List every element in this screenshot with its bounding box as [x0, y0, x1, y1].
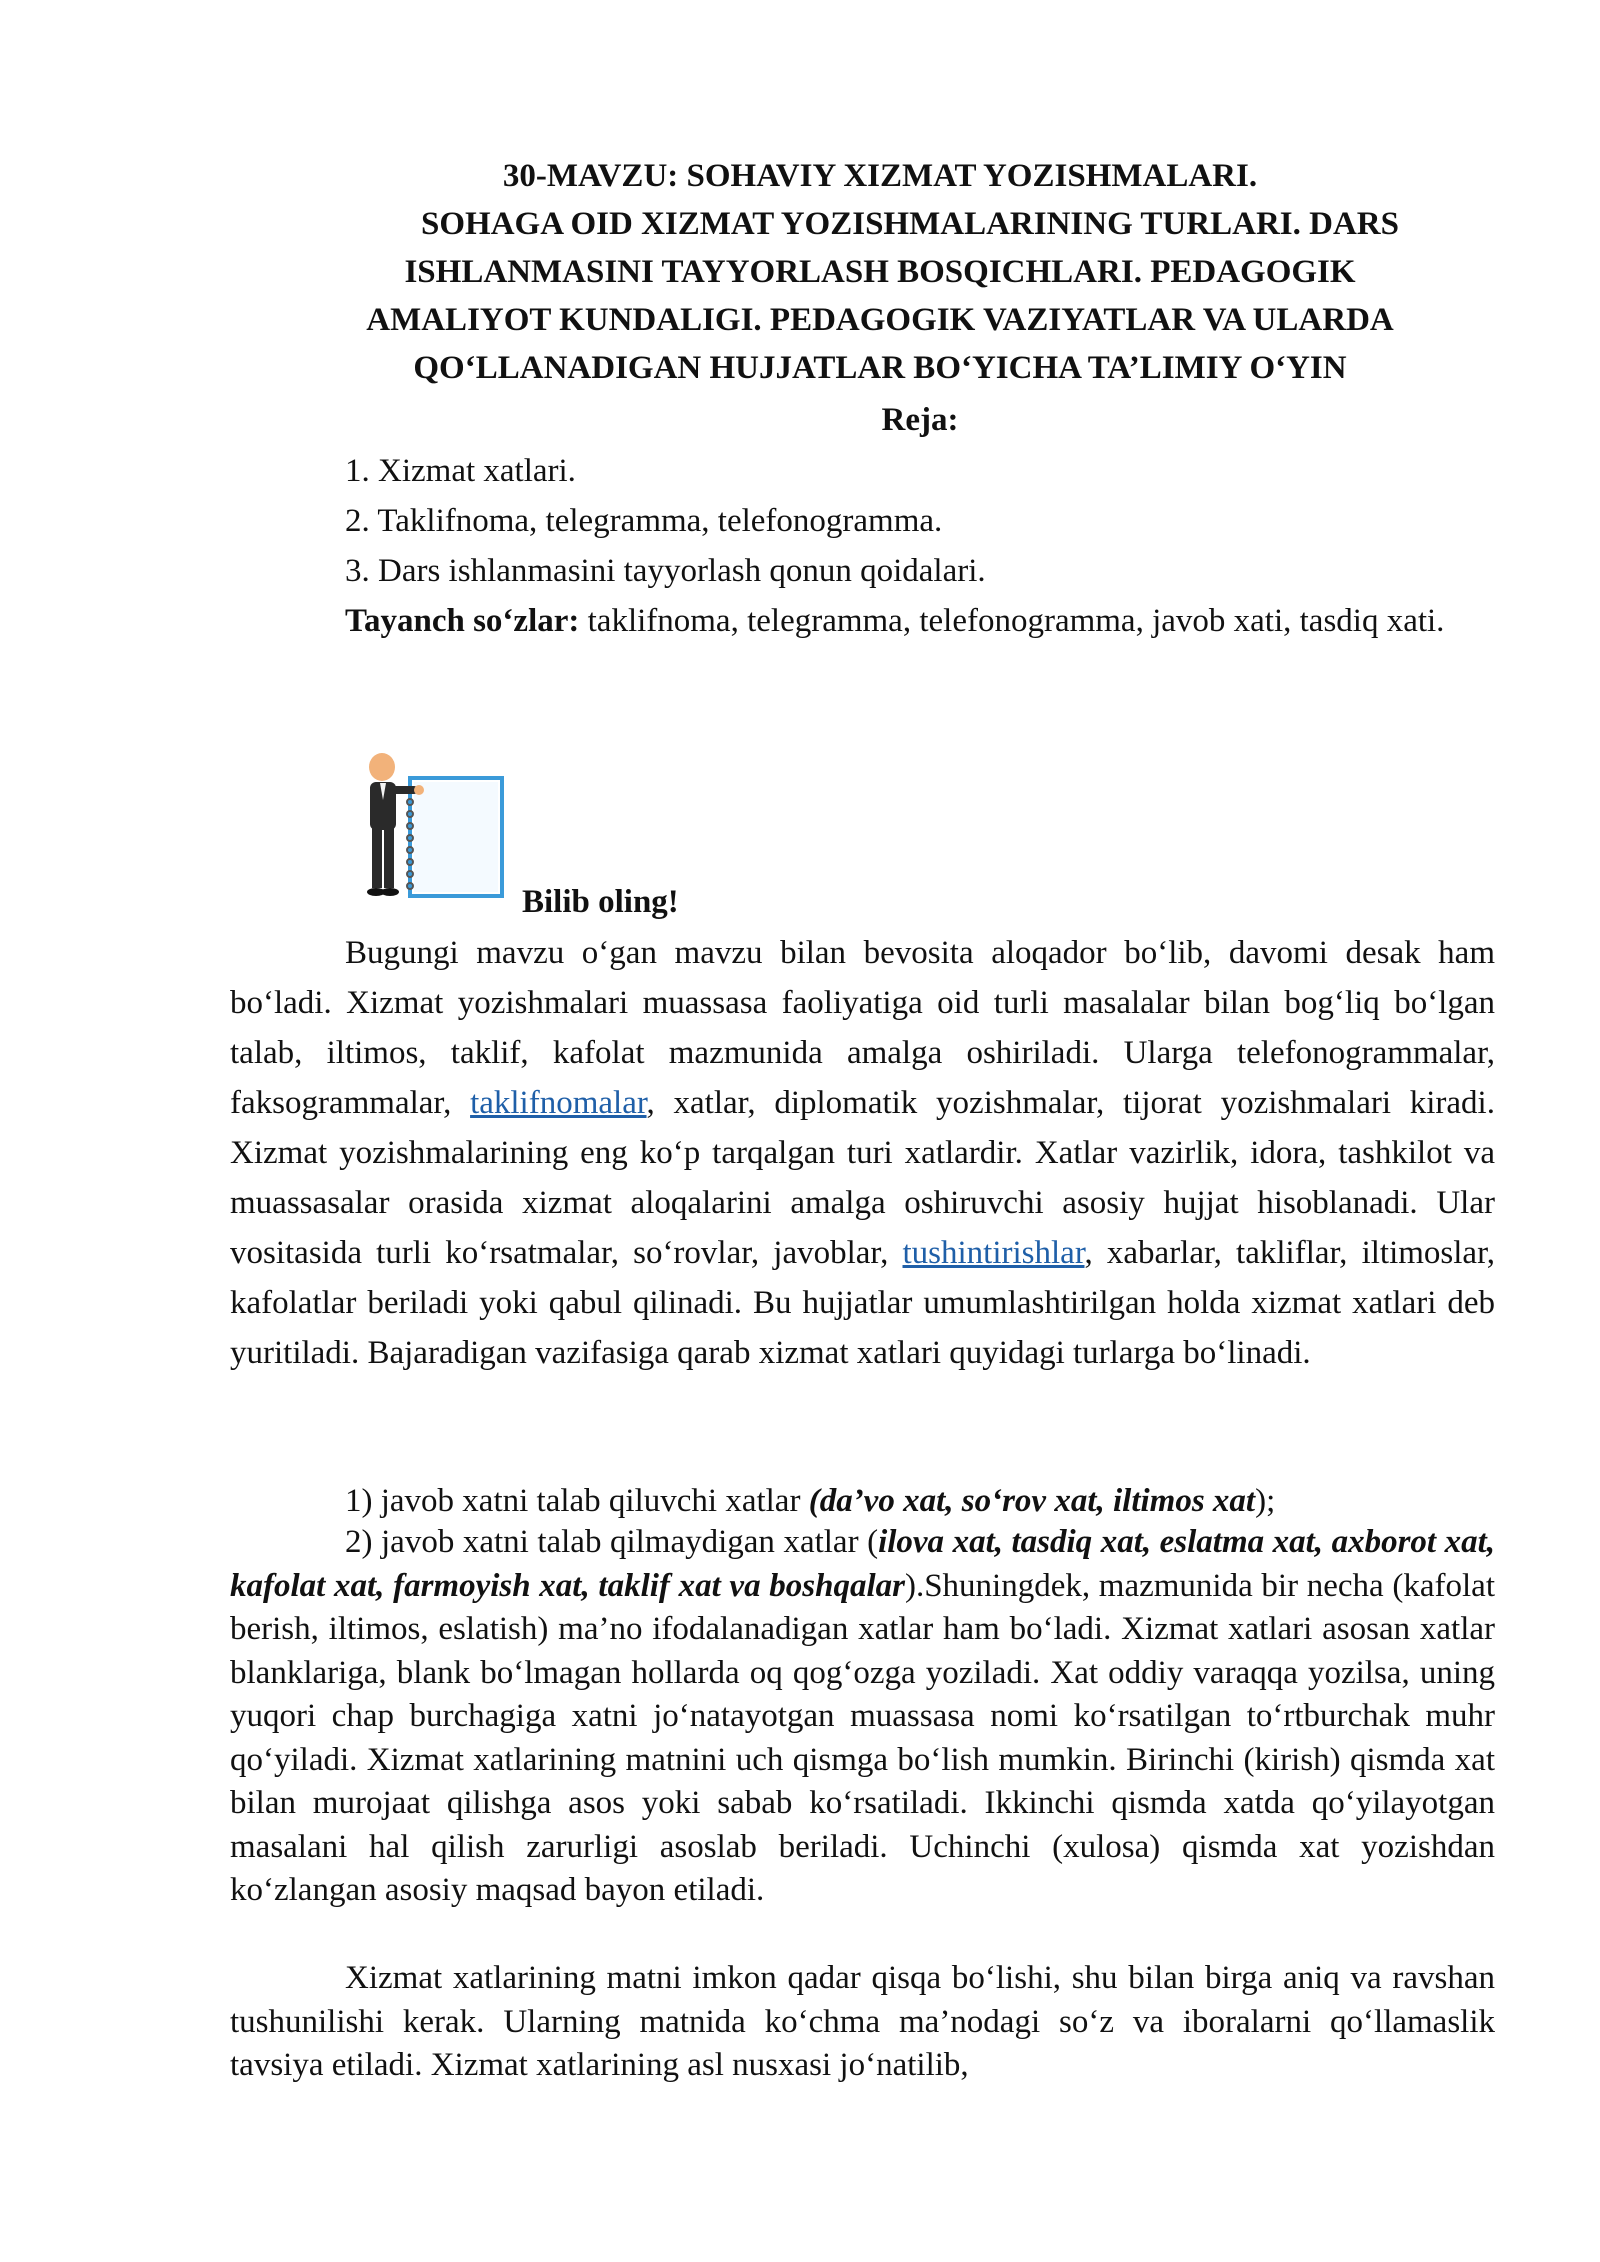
list-item-text: ).Shuningdek, mazmunida bir necha (kafolat berish, iltimos, eslatish) ma’no ifodalanadigan xatlar ham bo‘ladi. Xizmat xatlari asosan xatlar blanklariga, blank bo‘lmagan hollarda oq qog‘ozga yoziladi. Xat oddiy varaqqa yozilsa, uning yuqori chap burchagiga xatni jo‘natayotgan muassasa nomi ko‘rsatilgan to‘rtburchak muhr qo‘yiladi. Xizmat xatlarining matnini uch qismga bo‘lish mumkin. Birinchi (kirish) qismda xat bilan murojaat qilishga asos yoki sabab ko‘rsatiladi. Ikkinchi qismda xatda qo‘yilayotgan masalani hal qilish zarurligi asoslab beriladi. Uchinchi (xulosa) qismda xat yozishdan ko‘zlangan asosiy maqsad bayon etiladi.	[230, 1567, 1495, 1908]
list-item-text: 1) javob xatni talab qiluvchi xatlar	[345, 1483, 809, 1519]
body-paragraph-1	[230, 928, 1495, 1378]
plan-heading: Reja:	[881, 402, 959, 438]
plan-item: 1. Xizmat xatlari.	[345, 453, 576, 489]
list-item-2	[230, 1521, 1495, 1913]
title-line-5: QO‘LLANADIGAN HUJJATLAR BO‘YICHA TA’LIMIY O‘YIN	[413, 350, 1347, 386]
title-line-2: SOHAGA OID XIZMAT YOZISHMALARINING TURLARI. DARS	[421, 206, 1399, 242]
tushintirishlar-link[interactable]: tushintirishlar	[902, 1235, 1085, 1271]
list-item-emphasis: (da’vo xat, so‘rov xat, iltimos xat	[808, 1483, 1256, 1519]
taklifnomalar-link[interactable]: taklifnomalar	[470, 1085, 647, 1121]
plan-list	[345, 446, 986, 596]
page-title	[230, 152, 1530, 392]
keywords-paragraph	[230, 596, 1495, 646]
title-line-3: ISHLANMASINI TAYYORLASH BOSQICHLARI. PEDAGOGIK	[404, 254, 1356, 290]
paragraph-text: , xabarlar, takliflar, iltimoslar, kafolatlar beriladi yoki qabul qilinadi. Bu hujjatlar umumlashtirilgan holda xizmat xatlari deb yuritiladi. Bajaradigan vazifasiga qarab xizmat xatlari quyidagi turlarga bo‘linadi.	[230, 1235, 1495, 1371]
presenter-with-notebook-icon	[352, 752, 522, 912]
title-line-1: 30-MAVZU: SOHAVIY XIZMAT YOZISHMALARI.	[502, 158, 1258, 194]
plan-item: 3. Dars ishlanmasini tayyorlash qonun qoidalari.	[345, 553, 986, 589]
title-line-4: AMALIYOT KUNDALIGI. PEDAGOGIK VAZIYATLAR VA ULARDA	[366, 302, 1394, 338]
keywords-text: taklifnoma, telegramma, telefonogramma, javob xati, tasdiq xati.	[579, 603, 1445, 639]
paragraph-text: , xatlar, diplomatik yozishmalar, tijorat yozishmalari kiradi. Xizmat yozishmalarining eng ko‘p tarqalgan turi xatlardir. Xatlar vazirlik, idora, tashkilot va muassasalar orasida xizmat aloqalarini amalga oshiruvchi asosiy hujjat hisoblanadi. Ular vositasida turli ko‘rsatmalar, so‘rovlar, javoblar,	[230, 1085, 1495, 1271]
keywords-label: Tayanch so‘zlar:	[345, 603, 580, 639]
list-item-1	[230, 1476, 1495, 1526]
paragraph-text: Bugungi mavzu o‘gan mavzu bilan bevosita aloqador bo‘lib, davomi desak ham bo‘ladi. Xizmat yozishmalari muassasa faoliyatiga oid turli masalalar bilan bog‘liq bo‘lgan talab, iltimos, taklif, kafolat mazmunida amalga oshiriladi. Ularga telefonogrammalar, faksogrammalar,	[230, 935, 1495, 1121]
list-item-text: );	[1255, 1483, 1276, 1519]
body-paragraph-3: Xizmat xatlarining matni imkon qadar qisqa bo‘lishi, shu bilan birga aniq va ravshan tushunilishi kerak. Ularning matnida ko‘chma ma’nodagi so‘z va iboralarni qo‘llamaslik tavsiya etiladi. Xizmat xatlarining asl nusxasi jo‘natilib,	[230, 1960, 1495, 2083]
plan-item: 2. Taklifnoma, telegramma, telefonogramma.	[345, 503, 943, 539]
note-heading: Bilib oling!	[522, 884, 679, 920]
list-item-emphasis: ilova xat, tasdiq xat, eslatma xat, axborot xat, kafolat xat, farmoyish xat, taklif xat va boshqalar	[230, 1524, 1496, 1604]
list-item-text: 2) javob xatni talab qilmaydigan xatlar (	[345, 1524, 879, 1560]
